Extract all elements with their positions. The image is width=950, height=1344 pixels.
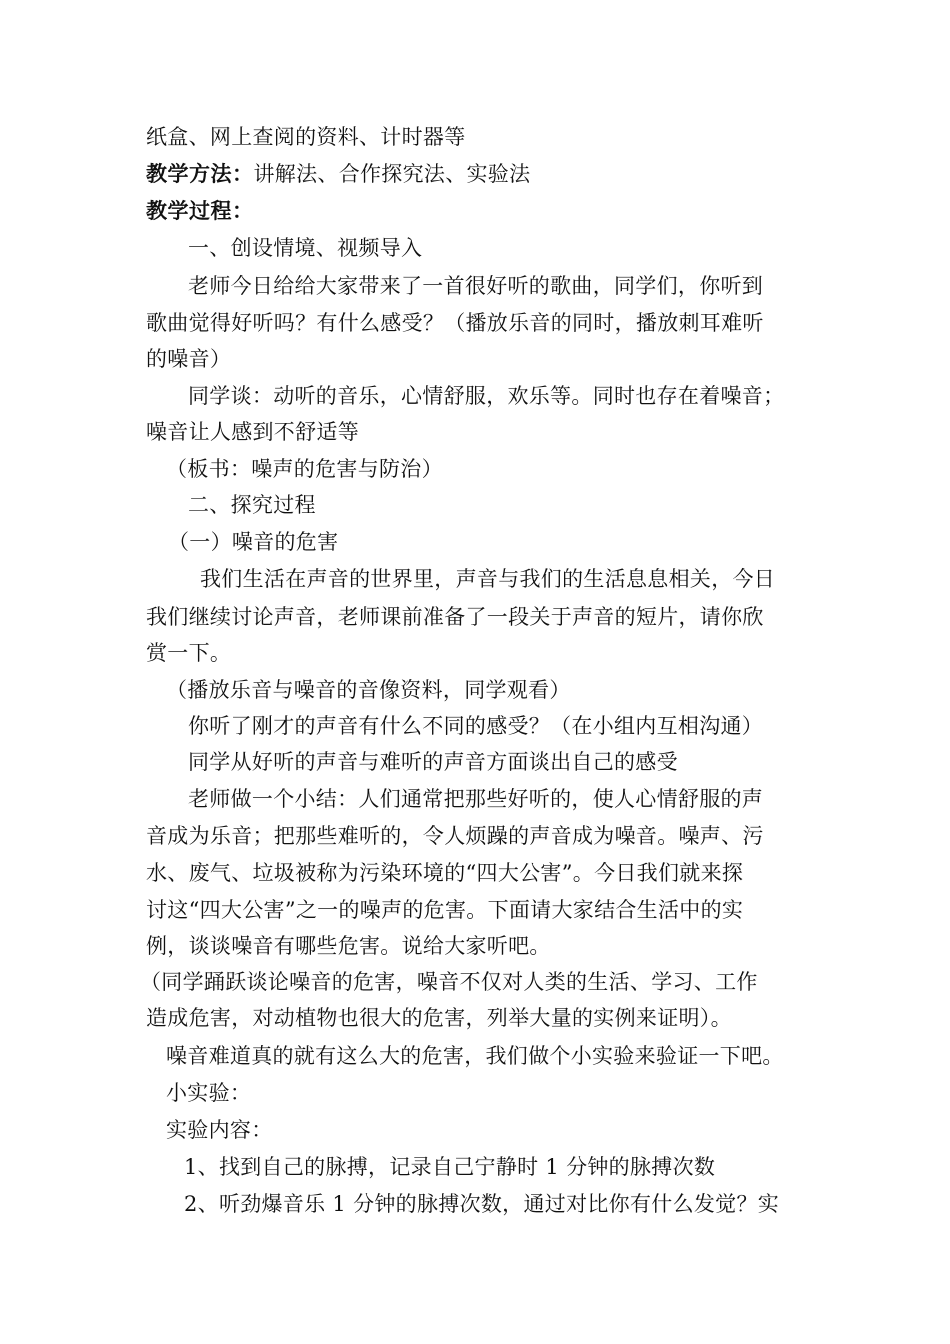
paragraph-line: 我们继续讨论声音，老师课前准备了一段关于声音的短片，请你欣 bbox=[146, 605, 764, 629]
paragraph-line: 例，谈谈噪音有哪些危害。说给大家听吧。 bbox=[146, 934, 551, 958]
paragraph-line: （播放乐音与噪音的音像资料，同学观看） bbox=[166, 678, 571, 702]
paragraph-line: 噪音难道真的就有这么大的危害，我们做个小实验来验证一下吧。 bbox=[166, 1044, 784, 1068]
teaching-process-heading: 教学过程： bbox=[146, 199, 254, 223]
paragraph-line: 老师做一个小结：人们通常把那些好听的，使人心情舒服的声 bbox=[188, 787, 764, 811]
paragraph-line: 我们生活在声音的世界里，声音与我们的生活息息相关，今日 bbox=[200, 567, 776, 591]
paragraph-line: 造成危害，对动植物也很大的危害，列举大量的实例来证明）。 bbox=[146, 1006, 732, 1030]
paragraph-line: 讨这“四大公害”之一的噪声的危害。下面请大家结合生活中的实 bbox=[146, 898, 744, 922]
teaching-method-value: 讲解法、合作探究法、实验法 bbox=[253, 162, 531, 186]
teaching-method-line bbox=[146, 160, 530, 188]
paragraph-line: 噪音让人感到不舒适等 bbox=[146, 420, 359, 444]
paragraph-line: 音成为乐音；把那些难听的，令人烦躁的声音成为噪音。噪声、污 bbox=[146, 824, 764, 848]
paragraph-line: 同学从好听的声音与难听的声音方面谈出自己的感受 bbox=[188, 750, 678, 774]
subsection-heading: （一）噪音的危害 bbox=[168, 530, 339, 554]
paragraph-line: （同学踊跃谈论噪音的危害，噪音不仅对人类的生活、学习、工作 bbox=[140, 970, 758, 994]
section-heading-2: 二、探究过程 bbox=[188, 493, 316, 517]
experiment-step-1: 1、找到自己的脉搏，记录自己宁静时 1 分钟的脉搏次数 bbox=[184, 1155, 716, 1179]
paragraph-line: 你听了刚才的声音有什么不同的感受？（在小组内互相沟通） bbox=[188, 714, 764, 738]
teaching-method-label: 教学方法： bbox=[146, 162, 254, 186]
experiment-heading: 小实验： bbox=[166, 1081, 252, 1105]
experiment-step-2: 2、听劲爆音乐 1 分钟的脉搏次数，通过对比你有什么发觉？实 bbox=[184, 1192, 780, 1216]
experiment-content-label: 实验内容： bbox=[166, 1118, 273, 1142]
materials-line: 纸盒、网上查阅的资料、计时器等 bbox=[146, 125, 466, 149]
paragraph-line: 的噪音） bbox=[146, 347, 232, 371]
paragraph-line: 水、废气、垃圾被称为污染环境的“四大公害”。今日我们就来探 bbox=[146, 861, 744, 885]
paragraph-line: 同学谈：动听的音乐，心情舒服，欢乐等。同时也存在着噪音； bbox=[188, 384, 785, 408]
paragraph-line: 歌曲觉得好听吗？有什么感受？（播放乐音的同时，播放刺耳难听 bbox=[146, 311, 764, 335]
paragraph-line: 老师今日给给大家带来了一首很好听的歌曲，同学们，你听到 bbox=[188, 274, 764, 298]
section-heading-1: 一、创设情境、视频导入 bbox=[188, 236, 423, 260]
board-note: （板书：噪声的危害与防治） bbox=[166, 457, 443, 481]
paragraph-line: 赏一下。 bbox=[146, 641, 232, 665]
